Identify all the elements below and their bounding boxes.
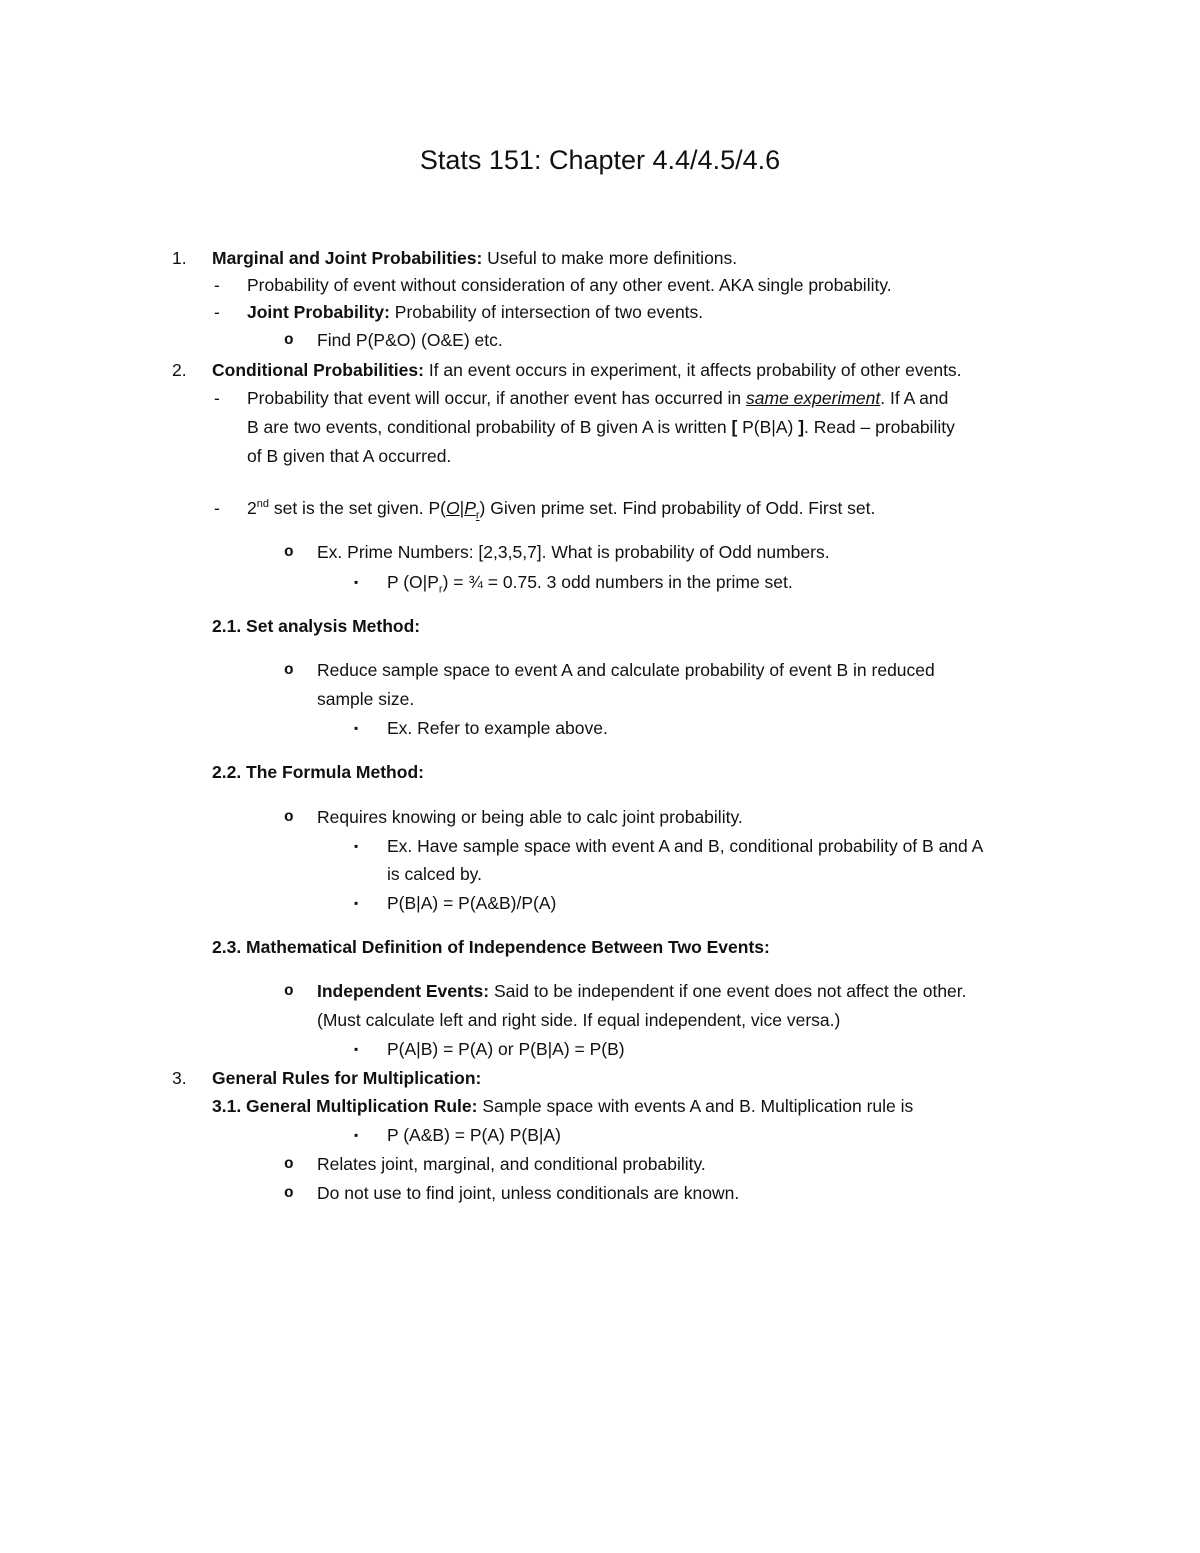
list-item: Do not use to find joint, unless conditionals are known. (317, 1183, 740, 1203)
bold-label: Marginal and Joint Probabilities: (212, 248, 483, 268)
section-1-heading (212, 244, 737, 272)
text: Probability of intersection of two events. (389, 302, 704, 322)
text: ) = ¾ = 0.75. 3 odd numbers in the prime set. (442, 572, 793, 592)
subsection-2-1-heading (212, 612, 420, 640)
list-item-continuation: (Must calculate left and right side. If equal independent, vice versa.) (317, 1010, 841, 1030)
bold-label: General Rules for Multiplication: (212, 1068, 482, 1088)
square-bullet: ▪ (354, 721, 359, 735)
bold-label: 2.3. Mathematical Definition of Independence Between Two Events: (212, 937, 770, 957)
emphasis-text: O (446, 498, 460, 518)
bold-label: Independent Events: (317, 981, 490, 1001)
dash-bullet: - (214, 388, 220, 408)
emphasis-text: P (464, 498, 476, 518)
dash-bullet: - (214, 275, 220, 295)
list-item: P (A&B) = P(A) P(B|A) (387, 1125, 561, 1145)
circle-bullet: o (284, 1155, 294, 1173)
list-number: 1. (172, 248, 187, 268)
list-item: Probability of event without consideration of any other event. AKA single probability. (247, 275, 892, 295)
text: P(B|A) (737, 417, 799, 437)
circle-bullet: o (284, 808, 294, 826)
text: ) Given prime set. Find probability of Odd. First set. (479, 498, 876, 518)
emphasis-text: same experiment (746, 388, 881, 408)
circle-bullet: o (284, 1184, 294, 1202)
square-bullet: ▪ (354, 839, 359, 853)
list-item-continuation: is calced by. (387, 864, 482, 884)
list-item: Relates joint, marginal, and conditional probability. (317, 1154, 706, 1174)
text: P (O|P (387, 572, 439, 592)
text: If an event occurs in experiment, it affects probability of other events. (423, 360, 962, 380)
subsection-2-2-heading (212, 758, 424, 786)
list-item (247, 494, 875, 522)
list-item: P(B|A) = P(A&B)/P(A) (387, 893, 557, 913)
bold-label: 2.2. The Formula Method: (212, 762, 424, 782)
circle-bullet: o (284, 543, 294, 561)
square-bullet: ▪ (354, 575, 359, 589)
circle-bullet: o (284, 331, 294, 349)
square-bullet: ▪ (354, 896, 359, 910)
circle-bullet: o (284, 982, 294, 1000)
bold-label: 2.1. Set analysis Method: (212, 616, 421, 636)
bold-bracket: [ (731, 417, 738, 437)
list-item-continuation: sample size. (317, 689, 415, 709)
list-item: Ex. Prime Numbers: [2,3,5,7]. What is probability of Odd numbers. (317, 542, 830, 562)
page-title: Stats 151: Chapter 4.4/4.5/4.6 (419, 145, 781, 175)
section-3-heading (212, 1064, 481, 1092)
text: Sample space with events A and B. Multiplication rule is (477, 1096, 914, 1116)
bold-label: Conditional Probabilities: (212, 360, 424, 380)
list-item (247, 298, 703, 326)
subscript: r (438, 583, 443, 596)
superscript: nd (256, 498, 269, 511)
dash-bullet: - (214, 302, 220, 322)
list-item-continuation (247, 413, 955, 441)
text: Probability that event will occur, if another event has occurred in (247, 388, 747, 408)
bold-bracket: ] (798, 417, 805, 437)
bold-label: 3.1. General Multiplication Rule: (212, 1096, 478, 1116)
square-bullet: ▪ (354, 1042, 359, 1056)
text: | (459, 498, 465, 518)
bold-label: Joint Probability: (247, 302, 390, 322)
square-bullet: ▪ (354, 1128, 359, 1142)
text: B are two events, conditional probability of B given A is written (247, 417, 732, 437)
section-2-heading (212, 356, 962, 384)
list-item (387, 568, 793, 596)
list-item (317, 977, 967, 1005)
list-item: Reduce sample space to event A and calculate probability of event B in reduced (317, 660, 935, 680)
list-item: P(A|B) = P(A) or P(B|A) = P(B) (387, 1039, 625, 1059)
list-item: Ex. Refer to example above. (387, 718, 608, 738)
text: . If A and (880, 388, 949, 408)
text: . Read – probability (804, 417, 955, 437)
text: Said to be independent if one event does not affect the other. (489, 981, 967, 1001)
list-item (247, 384, 948, 412)
dash-bullet: - (214, 498, 220, 518)
list-item: Ex. Have sample space with event A and B, conditional probability of B and A (387, 836, 984, 856)
subsection-3-1-heading (212, 1092, 913, 1120)
list-number: 2. (172, 360, 187, 380)
circle-bullet: o (284, 661, 294, 679)
text: set is the set given. P( (268, 498, 447, 518)
subsection-2-3-heading (212, 933, 770, 961)
text: Useful to make more definitions. (482, 248, 738, 268)
list-item-continuation: of B given that A occurred. (247, 446, 452, 466)
list-number: 3. (172, 1068, 187, 1088)
text: 2 (247, 498, 257, 518)
list-item: Find P(P&O) (O&E) etc. (317, 330, 503, 350)
subscript: r (475, 509, 480, 522)
list-item: Requires knowing or being able to calc joint probability. (317, 807, 743, 827)
